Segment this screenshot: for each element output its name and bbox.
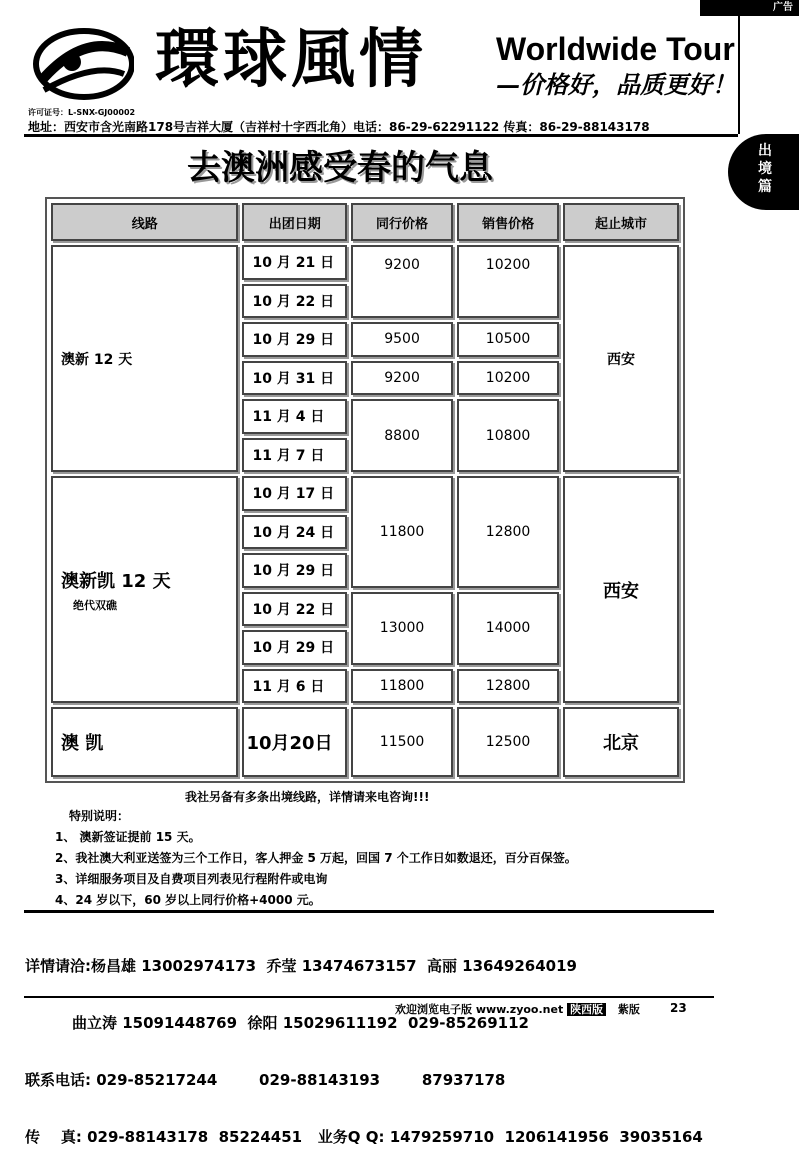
edition-color: 紫版	[617, 1003, 640, 1016]
peer-price-cell: 11500	[351, 707, 453, 777]
note-item: 2、我社澳大利亚送签为三个工作日，客人押金 5 万起，回国 7 个工作日如数退还，百分百保签。	[55, 851, 577, 865]
date-cell: 10 月 24 日	[242, 515, 347, 550]
city-cell: 西安	[563, 245, 679, 472]
brand-english: Worldwide Tour	[496, 31, 735, 67]
note-item: 1、 澳新签证提前 15 天。	[55, 830, 201, 844]
sale-price-cell: 10200	[457, 245, 559, 318]
sale-price-cell: 10500	[457, 322, 559, 357]
more-routes-note: 我社另备有多条出境线路，详情请来电咨询!!!	[185, 790, 430, 804]
section-tab-label: 出境篇	[758, 143, 772, 195]
contact-line: 传 真: 029-88143178 85224451 业务Q Q: 1479259710 1206141956 39035164	[25, 1128, 703, 1146]
tour-price-table	[45, 197, 685, 783]
footer	[395, 1001, 640, 1017]
sale-price-cell: 12500	[457, 707, 559, 777]
special-notes	[55, 806, 577, 911]
city-cell: 北京	[563, 707, 679, 777]
divider-vertical	[738, 14, 740, 134]
route-cell: 澳新 12 天	[51, 245, 238, 472]
contacts-rule	[24, 910, 714, 913]
date-cell: 10月20日	[242, 707, 347, 777]
note-item: 4、24 岁以下，60 岁以上同行价格+4000 元。	[55, 893, 321, 907]
contact-block	[25, 919, 703, 1166]
route-name: 澳新凯 12 天	[61, 570, 171, 592]
date-cell: 10 月 21 日	[242, 245, 347, 280]
date-cell: 11 月 6 日	[242, 669, 347, 704]
table-header-row	[51, 203, 679, 241]
date-cell: 10 月 29 日	[242, 553, 347, 588]
route-subtitle: 绝代双礁	[73, 598, 117, 612]
footer-rule	[24, 996, 714, 998]
header-route: 线路	[51, 203, 238, 241]
brand-title: 環球風情	[155, 22, 427, 97]
sale-price-cell: 14000	[457, 592, 559, 665]
notes-title: 特别说明：	[69, 809, 130, 823]
contact-line: 曲立涛 15091448769 徐阳 15029611192 029-85269112	[25, 1014, 529, 1032]
footer-text: 欢迎浏览电子版 www.zyoo.net	[395, 1003, 564, 1016]
date-cell: 10 月 31 日	[242, 361, 347, 396]
ad-tag: 广告	[700, 0, 799, 16]
date-cell: 10 月 22 日	[242, 592, 347, 627]
sale-price-cell: 12800	[457, 669, 559, 704]
route-cell: 澳 凯	[51, 707, 238, 777]
contact-line: 详情请洽:杨昌雄 13002974173 乔莹 13474673157 高丽 13649264019	[25, 957, 577, 975]
peer-price-cell: 8800	[351, 399, 453, 472]
route-cell	[51, 476, 238, 703]
section-tab	[728, 134, 799, 210]
city-cell: 西安	[563, 476, 679, 703]
table-row	[51, 245, 679, 280]
header-sale-price: 销售价格	[457, 203, 559, 241]
date-cell: 10 月 29 日	[242, 322, 347, 357]
date-cell: 10 月 22 日	[242, 284, 347, 319]
license-number: 许可证号：L-SNX-GJ00002	[28, 108, 136, 117]
page-number: 23	[670, 1001, 687, 1015]
page-headline: 去澳洲感受春的气息	[187, 148, 493, 188]
slogan: —价格好，品质更好！	[496, 70, 736, 99]
contact-line: 联系电话: 029-85217244 029-88143193 87937178	[25, 1071, 506, 1089]
sale-price-cell: 10200	[457, 361, 559, 396]
peer-price-cell: 11800	[351, 476, 453, 588]
edition-badge: 陕西版	[567, 1003, 606, 1016]
sale-price-cell: 12800	[457, 476, 559, 588]
date-cell: 10 月 17 日	[242, 476, 347, 511]
table-row	[51, 707, 679, 777]
table-row	[51, 476, 679, 511]
peer-price-cell: 11800	[351, 669, 453, 704]
header-date: 出团日期	[242, 203, 347, 241]
header-peer-price: 同行价格	[351, 203, 453, 241]
date-cell: 11 月 7 日	[242, 438, 347, 473]
note-item: 3、详细服务项目及自费项目列表见行程附件或电询	[55, 872, 328, 886]
header-city: 起止城市	[563, 203, 679, 241]
globe-logo-icon	[24, 22, 134, 104]
sale-price-cell: 10800	[457, 399, 559, 472]
peer-price-cell: 9200	[351, 361, 453, 396]
header-rule	[24, 134, 738, 137]
peer-price-cell: 9500	[351, 322, 453, 357]
date-cell: 11 月 4 日	[242, 399, 347, 434]
address-line: 地址：西安市含光南路178号吉祥大厦（吉祥村十字西北角）电话：86-29-62291122 传真：86-29-88143178	[28, 120, 650, 134]
peer-price-cell: 13000	[351, 592, 453, 665]
date-cell: 10 月 29 日	[242, 630, 347, 665]
peer-price-cell: 9200	[351, 245, 453, 318]
